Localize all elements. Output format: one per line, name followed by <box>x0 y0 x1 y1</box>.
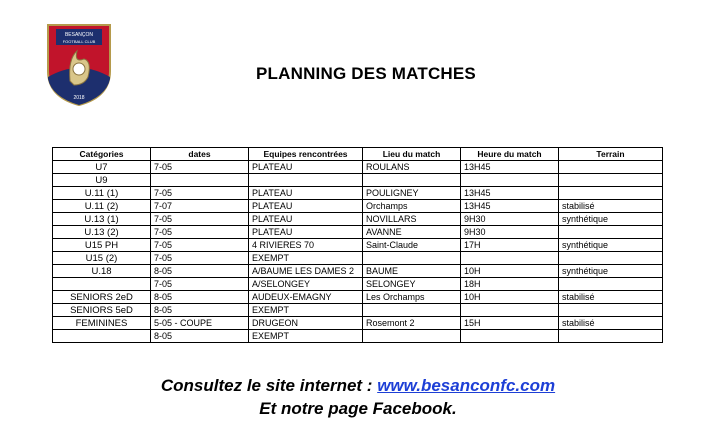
club-logo <box>44 19 114 107</box>
header-venue: Lieu du match <box>363 148 461 161</box>
cell-time: 9H30 <box>461 213 559 226</box>
cell-category: U.18 <box>53 265 151 278</box>
cell-time <box>461 252 559 265</box>
cell-category: SENIORS 5eD <box>53 304 151 317</box>
cell-venue: Orchamps <box>363 200 461 213</box>
cell-pitch: stabilisé <box>559 317 663 330</box>
cell-venue: BAUME <box>363 265 461 278</box>
cell-pitch <box>559 278 663 291</box>
table-row <box>53 304 663 317</box>
cell-teams: A/SELONGEY <box>249 278 363 291</box>
cell-category: U15 PH <box>53 239 151 252</box>
cell-venue <box>363 330 461 343</box>
cell-teams: EXEMPT <box>249 304 363 317</box>
cell-date: 8-05 <box>151 304 249 317</box>
header-teams: Equipes rencontrées <box>249 148 363 161</box>
cell-teams: PLATEAU <box>249 161 363 174</box>
cell-teams <box>249 174 363 187</box>
cell-time: 17H <box>461 239 559 252</box>
cell-teams: PLATEAU <box>249 187 363 200</box>
table-row <box>53 213 663 226</box>
header-pitch: Terrain <box>559 148 663 161</box>
cell-time: 10H <box>461 265 559 278</box>
svg-text:2018: 2018 <box>73 95 85 101</box>
page-title: PLANNING DES MATCHES <box>256 64 476 83</box>
cell-pitch: stabilisé <box>559 291 663 304</box>
svg-text:BESANÇON: BESANÇON <box>64 32 94 38</box>
cell-time: 15H <box>461 317 559 330</box>
cell-venue <box>363 252 461 265</box>
table-row <box>53 330 663 343</box>
cell-teams: EXEMPT <box>249 252 363 265</box>
table-row <box>53 239 663 252</box>
table-row <box>53 252 663 265</box>
cell-teams: PLATEAU <box>249 200 363 213</box>
cell-venue: Saint-Claude <box>363 239 461 252</box>
cell-teams: A/BAUME LES DAMES 2 <box>249 265 363 278</box>
cell-category: U.11 (2) <box>53 200 151 213</box>
cell-teams: PLATEAU <box>249 226 363 239</box>
cell-venue: ROULANS <box>363 161 461 174</box>
cell-category: U.11 (1) <box>53 187 151 200</box>
facebook-line: Et notre page Facebook. <box>259 399 457 418</box>
cell-pitch <box>559 187 663 200</box>
cell-pitch <box>559 226 663 239</box>
cell-category: U7 <box>53 161 151 174</box>
cell-time: 13H45 <box>461 187 559 200</box>
table-row <box>53 317 663 330</box>
website-line <box>0 376 716 396</box>
table-row <box>53 161 663 174</box>
cell-pitch: synthétique <box>559 239 663 252</box>
svg-text:FOOTBALL CLUB: FOOTBALL CLUB <box>62 39 96 44</box>
cell-teams: PLATEAU <box>249 213 363 226</box>
table-header-row <box>53 148 663 161</box>
cell-time: 18H <box>461 278 559 291</box>
cell-date: 7-05 <box>151 239 249 252</box>
cell-time <box>461 174 559 187</box>
cell-pitch: synthétique <box>559 213 663 226</box>
header-dates: dates <box>151 148 249 161</box>
cell-date: 8-05 <box>151 265 249 278</box>
cell-category <box>53 278 151 291</box>
cell-category: U15 (2) <box>53 252 151 265</box>
cell-venue: AVANNE <box>363 226 461 239</box>
cell-pitch: synthétique <box>559 265 663 278</box>
cell-pitch: stabilisé <box>559 200 663 213</box>
cell-date: 7-05 <box>151 187 249 200</box>
cell-time: 13H45 <box>461 200 559 213</box>
cell-time: 10H <box>461 291 559 304</box>
table-row <box>53 187 663 200</box>
cell-venue: POULIGNEY <box>363 187 461 200</box>
cell-category: U.13 (2) <box>53 226 151 239</box>
cell-venue: NOVILLARS <box>363 213 461 226</box>
cell-category: SENIORS 2eD <box>53 291 151 304</box>
cell-venue: Les Orchamps <box>363 291 461 304</box>
cell-time <box>461 304 559 317</box>
cell-venue <box>363 174 461 187</box>
cell-date: 7-05 <box>151 252 249 265</box>
match-schedule-table <box>52 147 663 343</box>
cell-date: 7-05 <box>151 161 249 174</box>
cell-date: 8-05 <box>151 330 249 343</box>
cell-date: 7-05 <box>151 226 249 239</box>
table-row <box>53 200 663 213</box>
cell-teams: DRUGEON <box>249 317 363 330</box>
table-row <box>53 291 663 304</box>
table-row <box>53 278 663 291</box>
header-time: Heure du match <box>461 148 559 161</box>
website-link[interactable]: www.besanconfc.com <box>377 376 556 395</box>
cell-venue: SELONGEY <box>363 278 461 291</box>
cell-pitch <box>559 330 663 343</box>
cell-time: 9H30 <box>461 226 559 239</box>
cell-venue: Rosemont 2 <box>363 317 461 330</box>
cell-category: U.13 (1) <box>53 213 151 226</box>
header-categories: Catégories <box>53 148 151 161</box>
table-row <box>53 226 663 239</box>
cell-teams: 4 RIVIERES 70 <box>249 239 363 252</box>
cell-date <box>151 174 249 187</box>
cell-pitch <box>559 161 663 174</box>
cell-venue <box>363 304 461 317</box>
cell-pitch <box>559 252 663 265</box>
table-row <box>53 174 663 187</box>
cell-category: FEMININES <box>53 317 151 330</box>
website-prefix: Consultez le site internet : <box>160 376 378 395</box>
cell-pitch <box>559 304 663 317</box>
cell-date: 7-05 <box>151 213 249 226</box>
cell-date: 7-07 <box>151 200 249 213</box>
cell-category <box>53 330 151 343</box>
cell-pitch <box>559 174 663 187</box>
cell-time: 13H45 <box>461 161 559 174</box>
table-row <box>53 265 663 278</box>
cell-category: U9 <box>53 174 151 187</box>
cell-time <box>461 330 559 343</box>
cell-date: 5-05 - COUPE <box>151 317 249 330</box>
cell-teams: AUDEUX-EMAGNY <box>249 291 363 304</box>
cell-date: 8-05 <box>151 291 249 304</box>
cell-teams: EXEMPT <box>249 330 363 343</box>
cell-date: 7-05 <box>151 278 249 291</box>
